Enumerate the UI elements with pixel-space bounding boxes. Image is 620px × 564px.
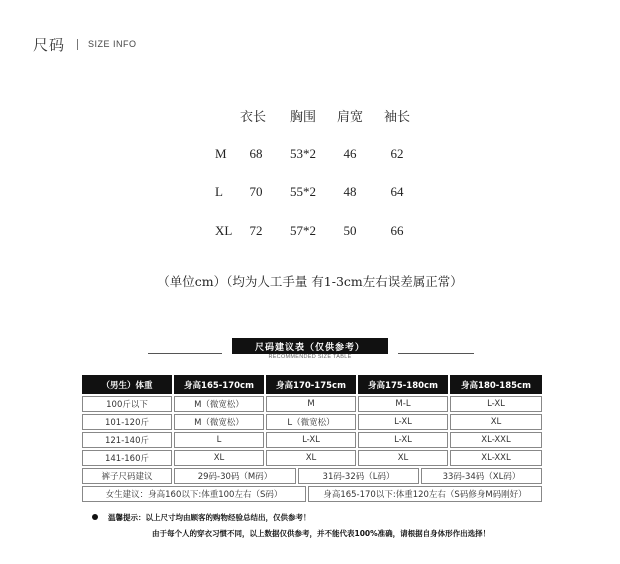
table-cell: L-XL [266,432,356,448]
bullet-icon [92,514,98,520]
women-cell: 女生建议：身高160以下:体重100左右（S码） [82,486,306,502]
size-table-title: 尺码建议表（仅供参考） [232,338,388,354]
value-sleeve: 62 [390,146,404,161]
value-sleeve: 66 [390,223,404,238]
table-cell: XL [266,450,356,466]
table-cell: L-XL [358,432,448,448]
table-cell: M（微宽松） [174,414,264,430]
table-cell: M（微宽松） [174,396,264,412]
tip-line-2: 由于每个人的穿衣习惯不同，以上数据仅供参考，并不能代表100%准确，请根据自身体形作出选择！ [152,529,491,538]
header-title-en: SIZE INFO [88,39,137,49]
value-shoulder: 48 [343,184,357,199]
table-cell: L（微宽松） [266,414,356,430]
table-cell: L [174,432,264,448]
header-cell: （男生）体重 [82,375,172,394]
value-length: 68 [249,146,263,161]
table-cell: XL [174,450,264,466]
col-header-length: 衣长 [239,109,266,124]
table-header-row [82,375,542,394]
tip-line-1: 温馨提示：以上尺寸均由顾客的购物经验总结出，仅供参考！ [108,513,311,522]
table-cell: XL [358,450,448,466]
table-cell: XL-XXL [450,432,542,448]
header-cell: 身高175-180cm [358,375,448,394]
value-length: 72 [249,223,263,238]
pants-cell: 29码-30码（M码） [174,468,296,484]
table-cell: 121-140斤 [82,432,172,448]
size-label: L [215,184,223,199]
table-row [82,450,542,466]
col-header-shoulder: 肩宽 [336,109,363,124]
value-chest: 55*2 [290,184,316,199]
size-label: XL [215,223,233,238]
table-cell: 101-120斤 [82,414,172,430]
value-sleeve: 64 [390,184,404,199]
col-header-chest: 胸围 [289,109,316,124]
value-shoulder: 50 [343,223,357,238]
banner-divider-left [148,353,222,354]
table-row [82,414,542,430]
banner-divider-right [398,353,474,354]
value-chest: 53*2 [290,146,316,161]
value-length: 70 [249,184,263,199]
women-row [82,486,542,502]
measurement-note: （单位cm）（均为人工手量 有1-3cm左右误差属正常） [157,274,463,289]
size-label: M [215,146,227,161]
table-cell: XL-XXL [450,450,542,466]
pants-label-cell: 裤子尺码建议 [82,468,172,484]
pants-cell: 33码-34码（XL码） [421,468,542,484]
header-title-cn: 尺码 [33,35,66,54]
table-cell: L-XL [358,414,448,430]
header-cell: 身高170-175cm [266,375,356,394]
table-row [82,432,542,448]
header-cell: 身高180-185cm [450,375,542,394]
size-table-subtitle: RECOMMENDED SIZE TABLE [268,354,352,360]
table-cell: M [266,396,356,412]
table-cell: M-L [358,396,448,412]
table-cell: 141-160斤 [82,450,172,466]
pants-row [82,468,542,484]
table-cell: L-XL [450,396,542,412]
header-divider [77,39,78,50]
table-row [82,396,542,412]
table-cell: 100斤以下 [82,396,172,412]
women-cell: 身高165-170以下:体重120左右（S码修身M码刚好） [308,486,542,502]
header-cell: 身高165-170cm [174,375,264,394]
value-chest: 57*2 [290,223,316,238]
section-header [33,33,137,55]
pants-cell: 31码-32码（L码） [298,468,419,484]
table-cell: XL [450,414,542,430]
col-header-sleeve: 袖长 [383,109,410,124]
value-shoulder: 46 [343,146,357,161]
